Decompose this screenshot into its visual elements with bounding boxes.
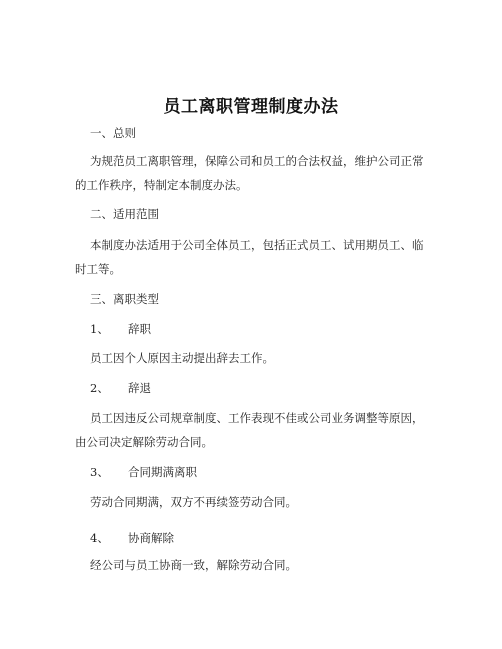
list-item-heading (90, 531, 174, 545)
paragraph-line: 时工等。 (75, 262, 121, 276)
list-item-description: 经公司与员工协商一致，解除劳动合同。 (90, 558, 297, 572)
list-item-heading (90, 465, 197, 479)
list-item-label: 辞退 (128, 381, 151, 395)
list-item-number: 2、 (90, 381, 109, 395)
list-item-label: 协商解除 (128, 531, 174, 545)
section-heading-general: 一、总则 (90, 126, 136, 140)
paragraph-line: 为规范员工离职管理，保障公司和员工的合法权益，维护公司正常 (90, 154, 424, 168)
list-item-number: 1、 (90, 322, 109, 336)
list-item-description: 由公司决定解除劳动合同。 (75, 435, 213, 449)
list-item-label: 辞职 (128, 322, 151, 336)
list-item-number: 3、 (90, 465, 109, 479)
list-item-number: 4、 (90, 531, 109, 545)
section-heading-scope: 二、适用范围 (90, 207, 159, 221)
paragraph-line: 本制度办法适用于公司全体员工，包括正式员工、试用期员工、临 (90, 238, 424, 252)
paragraph-line: 的工作秩序，特制定本制度办法。 (75, 178, 248, 192)
list-item-description: 员工因个人原因主动提出辞去工作。 (90, 351, 274, 365)
document-title: 员工离职管理制度办法 (163, 97, 339, 117)
list-item-heading (90, 381, 151, 395)
list-item-heading (90, 322, 151, 336)
list-item-description: 劳动合同期满，双方不再续签劳动合同。 (90, 495, 297, 509)
section-heading-types: 三、离职类型 (90, 292, 159, 306)
list-item-label: 合同期满离职 (128, 465, 197, 479)
list-item-description: 员工因违反公司规章制度、工作表现不佳或公司业务调整等原因， (90, 411, 424, 425)
